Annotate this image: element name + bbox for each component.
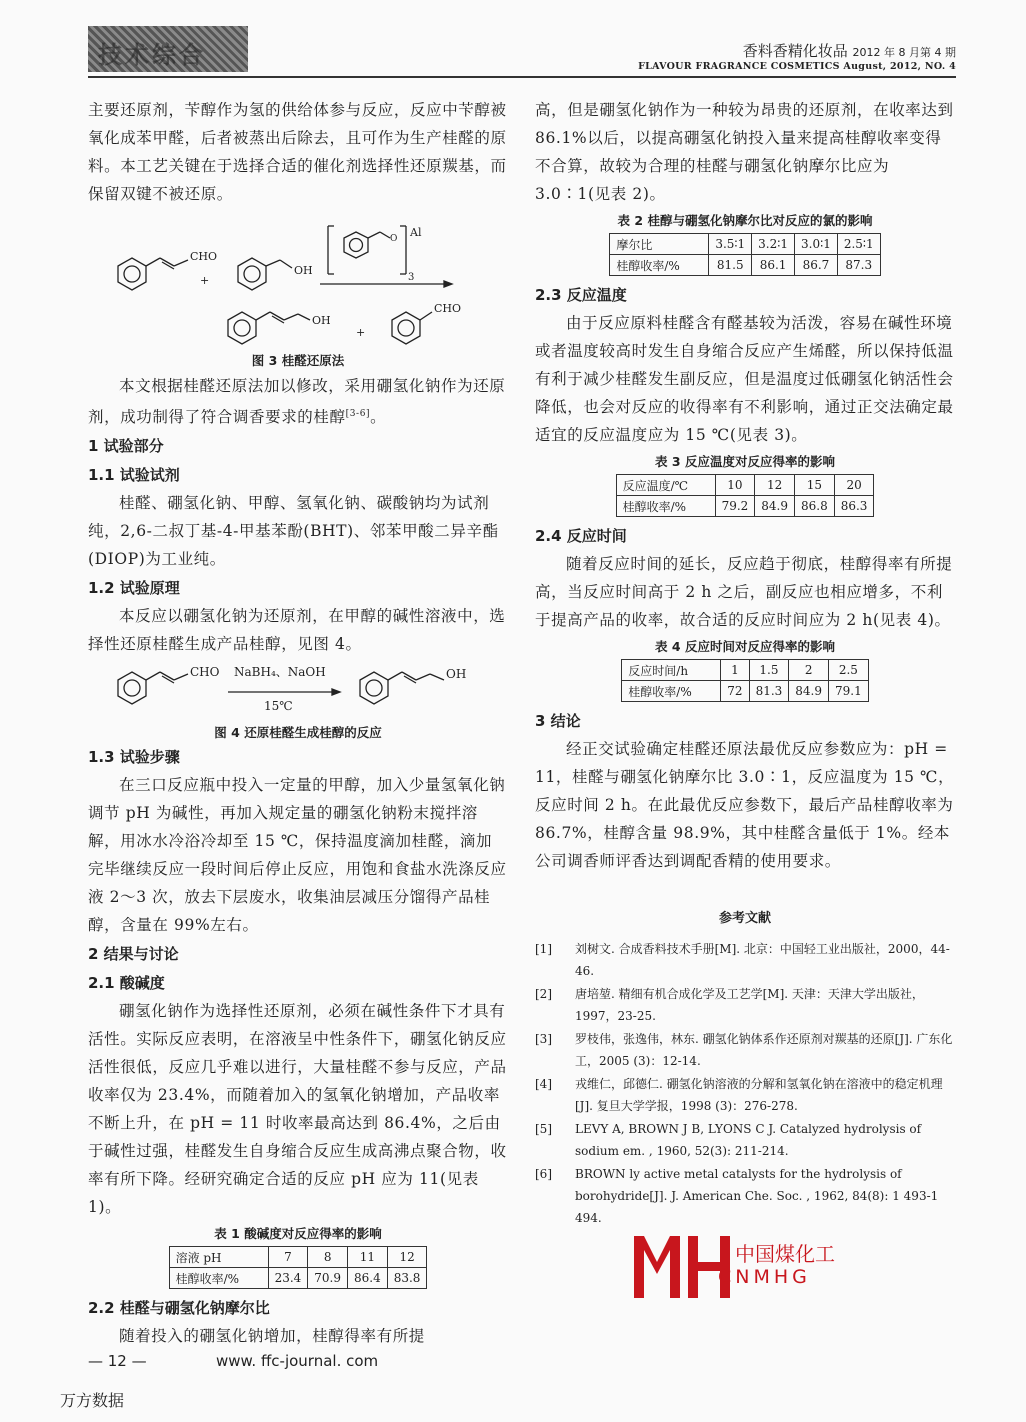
references-title: 参考文献 [718, 911, 771, 926]
table-row [616, 496, 874, 517]
label-oh: OH [446, 667, 467, 682]
section-heading: 2 结果与讨论 [88, 945, 179, 964]
table-cell: 8 [308, 1247, 348, 1268]
table-cell: 86.8 [795, 496, 835, 517]
table-cell: 桂醇收率/% [616, 496, 715, 517]
watermark-text-cn: 中国煤化工 [735, 1242, 835, 1266]
table-1-caption: 表 1 酸碱度对反应得率的影响 [214, 1226, 382, 1242]
paragraph: 由于反应原料桂醛含有醛基较为活泼，容易在碱性环境或者温度较高时发生自身缩合反应产生烯醛，所以保持低温有利于减少桂醛发生副反应，但是温度过低硼氢化钠活性会降低，也会对反应的收得率有不利影响，通过正交法确定最适宜的反应温度应为 15 ℃(见表 3)。 [535, 314, 954, 444]
figure-4 [88, 658, 508, 741]
paragraph: 随着反应时间的延长，反应趋于彻底，桂醇得率有所提高，当反应时间高于 2 h 之后，副反应也相应增多，不利于提高产品的收率，故合适的反应时间应为 2 h(见表 4)。 [535, 555, 953, 629]
table-cell: 反应时间/h [622, 660, 721, 681]
label-3: 3 [408, 272, 415, 283]
reference-item: [4] 戎维仁，邱德仁. 硼氢化钠溶液的分解和氢氧化钠在溶液中的稳定机理[J]. 复旦大学学报，1998 (3)：276-278. [535, 1077, 943, 1113]
figure-3 [88, 208, 508, 369]
table-2 [609, 233, 880, 276]
table-cell: 桂醇收率/% [622, 681, 721, 702]
watermark-text-en: CNMHG [718, 1266, 811, 1288]
subsection-heading: 1.3 试验步骤 [88, 748, 180, 767]
table-2-caption: 表 2 桂醇与硼氢化钠摩尔比对反应的氯的影响 [617, 213, 873, 228]
label-oh-2: OH [312, 314, 331, 327]
table-1 [169, 1246, 428, 1289]
figure-4-scheme [88, 658, 508, 720]
table-cell: 3.0∶1 [795, 234, 838, 255]
right-column [535, 96, 955, 1230]
table-cell: 桂醇收率/% [610, 255, 709, 276]
table-cell: 11 [348, 1247, 388, 1268]
subsection-heading: 2.3 反应温度 [535, 286, 627, 304]
table-cell: 2.5 [829, 660, 869, 681]
table-cell: 3.2∶1 [752, 234, 795, 255]
label-cho: CHO [190, 665, 220, 680]
table-cell: 86.3 [834, 496, 874, 517]
table-cell: 81.3 [749, 681, 789, 702]
table-row [622, 660, 868, 681]
table-3-caption: 表 3 反应温度对反应得率的影响 [655, 454, 835, 469]
table-cell: 桂醇收率/% [169, 1268, 268, 1289]
subsection-heading: 2.2 桂醛与硼氢化钠摩尔比 [88, 1299, 270, 1318]
subsection-heading: 1.1 试验试剂 [88, 466, 180, 485]
subsection-heading: 2.1 酸碱度 [88, 974, 165, 993]
table-cell: 72 [721, 681, 749, 702]
table-cell: 10 [715, 475, 755, 496]
table-cell: 23.4 [268, 1268, 308, 1289]
figure-3-scheme [88, 208, 508, 348]
header-rule [88, 76, 956, 78]
paragraph: 随着投入的硼氢化钠增加，桂醇得率有所提 [119, 1327, 425, 1346]
citation: [3-6] [345, 409, 371, 419]
table-cell: 79.2 [715, 496, 755, 517]
label-oh: OH [294, 264, 313, 277]
table-row [610, 255, 880, 276]
journal-logo [88, 26, 248, 72]
table-cell: 12 [755, 475, 795, 496]
table-row [169, 1247, 427, 1268]
table-cell: 7 [268, 1247, 308, 1268]
figure-3-caption: 图 3 桂醛还原法 [251, 353, 345, 368]
journal-title [743, 40, 956, 61]
table-cell: 2 [789, 660, 829, 681]
table-cell: 20 [834, 475, 874, 496]
table-cell: 溶液 pH [169, 1247, 268, 1268]
table-cell: 86.7 [795, 255, 838, 276]
table-cell: 87.3 [837, 255, 880, 276]
journal-date: 2012 年 8 月第 4 期 [852, 46, 956, 59]
table-cell: 86.1 [752, 255, 795, 276]
table-cell: 12 [387, 1247, 427, 1268]
figure-4-caption: 图 4 还原桂醛生成桂醇的反应 [214, 725, 382, 741]
table-4 [621, 659, 868, 702]
reference-item: [3] 罗枝伟，张逸伟，林东. 硼氢化钠体系作还原剂对羰基的还原[J]. 广东化工，2005 (3)：12-14. [535, 1032, 953, 1068]
table-cell: 反应温度/℃ [616, 475, 715, 496]
journal-name-cn: 香料香精化妆品 [742, 42, 848, 60]
table-cell: 84.9 [789, 681, 829, 702]
subsection-heading: 2.4 反应时间 [535, 527, 627, 545]
table-cell: 84.9 [755, 496, 795, 517]
table-cell: 86.4 [348, 1268, 388, 1289]
reference-item: [2] 唐培堃. 精细有机合成化学及工艺学[M]. 天津：天津大学出版社，1997，23-25. [535, 987, 924, 1023]
table-cell: 83.8 [387, 1268, 427, 1289]
table-cell: 81.5 [709, 255, 752, 276]
section-heading: 1 试验部分 [88, 437, 164, 456]
label-reagent: NaBH₄、NaOH [234, 665, 326, 680]
table-cell: 摩尔比 [610, 234, 709, 255]
table-cell: 1 [721, 660, 749, 681]
reference-item: [1] 刘树文. 合成香料技术手册[M]. 北京：中国轻工业出版社，2000，44-46. [535, 942, 950, 978]
subsection-heading: 1.2 试验原理 [88, 579, 180, 598]
paragraph: 主要还原剂，苄醇作为氢的供给体参与反应，反应中苄醇被氧化成苯甲醛，后者被蒸出后除去，且可作为生产桂醛的原料。本工艺关键在于选择合适的催化剂选择性还原羰基，而保留双键不被还原。 [88, 101, 507, 203]
paragraph: 高，但是硼氢化钠作为一种较为昂贵的还原剂，在收率达到 86.1%以后，以提高硼氢化钠投入量来提高桂醇收率变得不合算，故较为合理的桂醛与硼氢化钠摩尔比应为 3.0∶1(见表 2)。 [535, 101, 954, 203]
table-cell: 1.5 [749, 660, 789, 681]
label-plus: + [200, 274, 210, 287]
label-plus-2: + [356, 326, 366, 339]
paragraph: 本文根据桂醛还原法加以修改，采用硼氢化钠作为还原剂，成功制得了符合调香要求的桂醇[3-6]。 [88, 377, 506, 427]
table-cell: 3.5∶1 [709, 234, 752, 255]
label-cho-2: CHO [434, 302, 462, 315]
table-4-caption: 表 4 反应时间对反应得率的影响 [655, 639, 835, 654]
reference-list [535, 938, 955, 1229]
table-row [616, 475, 874, 496]
label-cho: CHO [190, 250, 218, 263]
reference-item: [5] LEVY A, BROWN J B, LYONS C J. Catalyzed hydrolysis of sodium em. , 1960, 52(3): 211-214. [535, 1122, 922, 1158]
label-o: O [390, 234, 398, 244]
label-temperature: 15℃ [264, 699, 293, 714]
table-3 [616, 474, 875, 517]
paragraph: 经正交试验确定桂醛还原法最优反应参数应为：pH = 11，桂醛与硼氢化钠摩尔比 3.0∶1，反应温度为 15 ℃，反应时间 2 h。在此最优反应参数下，最后产品桂醇收率为 86.7%，桂醇含量 98.9%，其中桂醛含量低于 1%。经本公司调香师评香达到调配香精的使用要求。 [535, 740, 955, 870]
table-row [622, 681, 868, 702]
source-label: 万方数据 [60, 1391, 125, 1410]
reference-item: [6] BROWN ly active metal catalysts for the hydrolysis of borohydride[J]. J. American Che. Soc. , 1962, 84(8): 1 493-1 494. [535, 1167, 939, 1225]
paragraph: 本反应以硼氢化钠为还原剂，在甲醇的碱性溶液中，选择性还原桂醛生成产品桂醇，见图 4。 [88, 607, 506, 654]
table-row [169, 1268, 427, 1289]
paragraph: 桂醛、硼氢化钠、甲醇、氢氧化钠、碳酸钠均为试剂纯，2,6-二叔丁基-4-甲基苯酚(BHT)、邻苯甲酸二异辛酯(DIOP)为工业纯。 [88, 494, 499, 569]
journal-name-en: FLAVOUR FRAGRANCE COSMETICS August, 2012, NO. 4 [638, 61, 956, 72]
paragraph: 在三口反应瓶中投入一定量的甲醇，加入少量氢氧化钠调节 pH 为碱性，再加入规定量的硼氢化钠粉末搅拌溶解，用冰水冷浴冷却至 15 ℃，保持温度滴加桂醛，滴加完毕继续反应一段时间后停止反应，用饱和食盐水洗涤反应液 2～3 次，放去下层废水，收集油层减压分馏得产品桂醇，含量在 99%左右。 [88, 776, 507, 935]
table-cell: 2.5∶1 [837, 234, 880, 255]
logo-text: 技术综合 [98, 41, 206, 69]
section-heading: 3 结论 [535, 712, 581, 730]
table-row [610, 234, 880, 255]
table-cell: 15 [795, 475, 835, 496]
paragraph: 硼氢化钠作为选择性还原剂，必须在碱性条件下才具有活性。实际反应表明，在溶液呈中性条件下，硼氢化钠反应活性很低，反应几乎难以进行，大量桂醛不参与反应，产品收率仅为 23.4%，而随着加入的氢氧化钠增加，产品收率不断上升，在 pH = 11 时收率最高达到 86.4%，之后由于碱性过强，桂醛发生自身缩合反应生成高沸点聚合物，收率有所下降。经研究确定合适的反应 pH 应为 11(见表 1)。 [88, 1002, 507, 1217]
label-al: Al [410, 226, 422, 239]
table-cell: 79.1 [829, 681, 869, 702]
journal-website: www. ffc-journal. com [216, 1352, 379, 1370]
table-cell: 70.9 [308, 1268, 348, 1289]
page-number: — 12 — [88, 1352, 147, 1370]
left-column [88, 96, 508, 1350]
